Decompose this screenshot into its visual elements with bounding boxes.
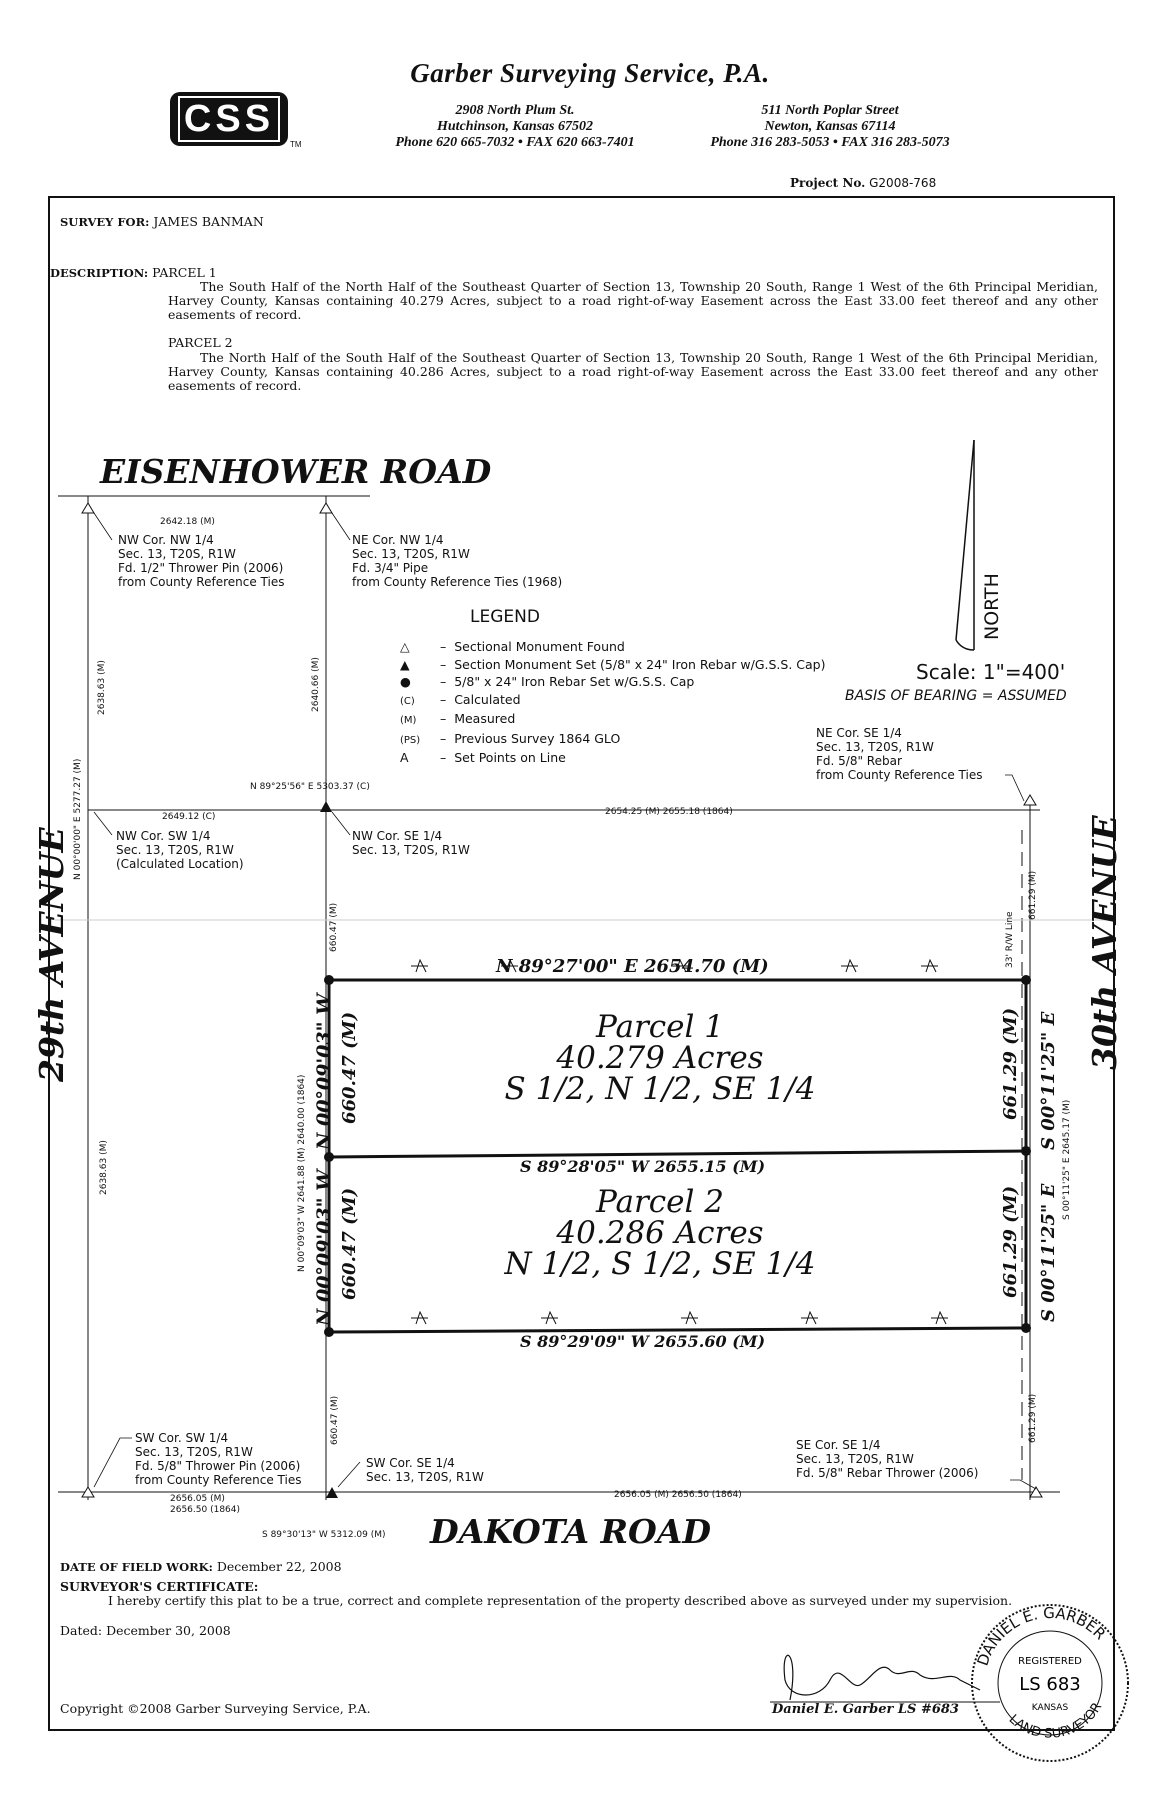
dim-value: 2638.63 — [97, 677, 107, 715]
dim-m: (M) — [200, 517, 215, 527]
dim-bottom-sw — [170, 1494, 240, 1516]
set-point — [411, 960, 428, 972]
parcel2-name: Parcel 2 — [596, 1184, 724, 1220]
corner-line: SE Cor. SE 1/4 — [796, 1438, 881, 1452]
dim-value: 2656.50 — [170, 1505, 208, 1515]
set-point — [411, 1312, 428, 1324]
certificate-text: I hereby certify this plat to be a true, correct and complete representation of the property described above as surveyed under my supervision. — [108, 1593, 1013, 1608]
legend-symbol: (C) — [400, 695, 415, 707]
dim-left-upper — [97, 660, 107, 715]
corner-line: Sec. 13, T20S, R1W — [116, 843, 234, 857]
office2-line3: Phone 316 283-5053 • FAX 316 283-5073 — [710, 135, 950, 150]
legend-title: LEGEND — [470, 607, 540, 627]
dim-mid-line: N 89°25'56" E 5303.37 (C) — [250, 782, 370, 792]
p1-north-bearing: N 89°27'00" E 2654.70 (M) — [496, 956, 769, 977]
legend-symbol: (M) — [400, 715, 417, 726]
parcel2-label — [420, 1184, 900, 1282]
seal-state: KANSAS — [1031, 1703, 1069, 1713]
dim-value: 2656.05 — [170, 1494, 208, 1504]
legend-item: (M) – Measured — [400, 710, 825, 730]
legend-text: 5/8" x 24" Iron Rebar Set w/G.S.S. Cap — [454, 674, 695, 689]
corner-line: Sec. 13, T20S, R1W — [135, 1445, 253, 1459]
north-label: NORTH — [981, 573, 1003, 640]
seal-inner-text: REGISTERED — [1018, 1656, 1082, 1667]
corner-line: Fd. 1/2" Thrower Pin (2006) — [118, 561, 284, 575]
rebar-ne — [1021, 975, 1031, 985]
legend-text: Section Monument Set (5/8" x 24" Iron Rebar w/G.S.S. Cap) — [454, 656, 826, 672]
legend-item: A – Set Points on Line — [400, 750, 566, 765]
legend-text: Set Points on Line — [454, 750, 566, 765]
corner-line: from County Reference Ties — [118, 575, 285, 589]
legend-item: (PS) – Previous Survey 1864 GLO — [400, 730, 825, 750]
corner-line: NW Cor. SW 1/4 — [116, 829, 211, 843]
p1-west-bearing: N 00°09'03" W — [313, 993, 335, 1150]
p1-east-length: 661.29 (M) — [1000, 1007, 1021, 1120]
dim-east-661-bot: 661.29 (M) — [1028, 1393, 1038, 1443]
corner-line: from County Reference Ties (1968) — [352, 575, 563, 589]
monument-ne-se — [1024, 795, 1036, 805]
field-work-date: December 22, 2008 — [216, 1559, 342, 1574]
corner-line: Sec. 13, T20S, R1W — [796, 1452, 914, 1466]
p2-west-length: 660.47 (M) — [339, 1187, 360, 1300]
corner-sw-sw — [135, 1431, 301, 1487]
p2-south-bearing: S 89°29'09" W 2655.60 (M) — [520, 1332, 766, 1351]
corner-line: Sec. 13, T20S, R1W — [366, 1470, 484, 1484]
monument-nw-se — [320, 801, 332, 812]
basis-of-bearing: BASIS OF BEARING = ASSUMED — [845, 688, 1067, 704]
row-line-label: 33' R/W Line — [1005, 911, 1015, 968]
seal-bottom-text: LAND SURVEYOR — [1005, 1700, 1106, 1742]
certificate-label: SURVEYOR'S CERTIFICATE: — [60, 1579, 259, 1594]
set-point — [931, 1312, 948, 1324]
legend-symbol: ● — [400, 674, 411, 689]
p2-west-bearing: N 00°09'03" W — [313, 1169, 335, 1326]
dim-bottom-total: S 89°30'13" W 5312.09 (M) — [262, 1530, 386, 1540]
corner-line: SW Cor. SW 1/4 — [135, 1431, 229, 1445]
corner-line: Fd. 5/8" Rebar — [816, 754, 902, 768]
project-value: G2008-768 — [869, 176, 937, 190]
dim-left-total: N 00°00'00" E 5277.27 (M) — [73, 758, 83, 880]
corner-ne-se — [816, 726, 982, 782]
legend-item: ▲ – Section Monument Set (5/8" x 24" Iron Rebar w/G.S.S. Cap) — [400, 656, 826, 672]
dim-value: 2642.18 — [160, 517, 198, 527]
road-30th-avenue: 30th AVENUE — [1085, 815, 1124, 1070]
corner-nw-sw — [116, 829, 244, 871]
set-point — [541, 1312, 558, 1324]
p2-east-length: 661.29 (M) — [1000, 1185, 1021, 1298]
p1-east-bearing: S 00°11'25" E — [1038, 1011, 1059, 1150]
survey-for-value: JAMES BANMAN — [153, 214, 264, 229]
legend-symbol: △ — [400, 639, 410, 654]
dim-mid-660-bot: 660.47 (M) — [330, 1395, 340, 1445]
legend-text: Previous Survey 1864 GLO — [454, 730, 621, 746]
corner-nw-se — [352, 829, 470, 857]
description-label: DESCRIPTION: — [50, 266, 149, 280]
project-label: Project No. — [790, 176, 866, 190]
road-29th-avenue: 29th AVENUE — [32, 827, 71, 1082]
rebar-sw — [324, 1327, 334, 1337]
seal-outer-text: DANIEL E. GARBER — [973, 1603, 1110, 1669]
corner-se-se — [796, 1438, 979, 1480]
field-work-label: DATE OF FIELD WORK: — [60, 1560, 213, 1574]
survey-for-label: SURVEY FOR: — [60, 215, 150, 229]
parcel1-description: The South Half of the North Half of the Southeast Quarter of Section 13, Township 20 South, Range 1 West of the 6th Principal Meridian, Harvey County, Kansas containing 40.279 Acres, subject to a road right-of-way Easement across the East 33.00 feet thereof and any other easements of record. — [168, 279, 1098, 322]
corner-nw-nw — [118, 533, 284, 589]
dim-bottom-se: 2656.05 (M) 2656.50 (1864) — [614, 1490, 742, 1500]
corner-line: (Calculated Location) — [116, 857, 244, 871]
road-dakota: DAKOTA ROAD — [430, 1512, 711, 1551]
corner-line: Sec. 13, T20S, R1W — [816, 740, 934, 754]
rebar-e-mid — [1021, 1146, 1031, 1156]
legend-symbol: ▲ — [400, 656, 410, 672]
dim-c: (C) — [202, 812, 216, 822]
corner-line: Fd. 5/8" Thrower Pin (2006) — [135, 1459, 301, 1473]
parcel2-desc: N 1/2, S 1/2, SE 1/4 — [504, 1246, 816, 1282]
corner-line: Fd. 3/4" Pipe — [352, 561, 429, 575]
monument-ne-nw — [320, 503, 332, 513]
field-work — [60, 1560, 342, 1574]
road-eisenhower: EISENHOWER ROAD — [100, 452, 492, 491]
corner-line: NW Cor. SE 1/4 — [352, 829, 443, 843]
corner-line: NE Cor. NW 1/4 — [352, 533, 444, 547]
dim-m: (M) — [210, 1494, 225, 1504]
corner-line: from County Reference Ties — [816, 768, 983, 782]
parcel1-label — [420, 1009, 900, 1107]
rebar-nw — [324, 975, 334, 985]
dim-mid-upper — [311, 657, 321, 712]
parcel2-title: PARCEL 2 — [168, 335, 233, 350]
dim-m: (M) — [311, 657, 321, 672]
set-point — [841, 960, 858, 972]
legend-item: △ – Sectional Monument Found — [400, 639, 625, 654]
corner-line: NE Cor. SE 1/4 — [816, 726, 902, 740]
corner-line: Sec. 13, T20S, R1W — [352, 547, 470, 561]
parcel2-description: The North Half of the South Half of the Southeast Quarter of Section 13, Township 20 South, Range 1 West of the 6th Principal Meridian, Harvey County, Kansas containing 40.286 Acres, subject to a road right-of-way Easement across the East 33.00 feet thereof and any other easements of record. — [168, 350, 1098, 393]
signer-name: Daniel E. Garber LS #683 — [772, 1702, 959, 1717]
p2-east-bearing: S 00°11'25" E — [1038, 1183, 1059, 1322]
north-arrow-icon — [956, 440, 974, 650]
company-name: Garber Surveying Service, P.A. — [410, 58, 770, 88]
parcel2-acres: 40.286 Acres — [556, 1215, 764, 1251]
corner-line: Fd. 5/8" Rebar Thrower (2006) — [796, 1466, 979, 1480]
set-point — [681, 1312, 698, 1324]
rebar-w-mid — [324, 1152, 334, 1162]
dim-east-661-top: 661.29 (M) — [1028, 870, 1038, 920]
dated: Dated: December 30, 2008 — [60, 1623, 231, 1638]
dim-m: (M) — [97, 660, 107, 675]
dim-mid-660-top: 660.47 (M) — [329, 902, 339, 952]
rebar-se — [1021, 1323, 1031, 1333]
set-point — [801, 1312, 818, 1324]
p1-west-length: 660.47 (M) — [339, 1011, 360, 1124]
dim-value: 2640.66 — [311, 674, 321, 712]
parcel1-desc: S 1/2, N 1/2, SE 1/4 — [504, 1071, 816, 1107]
dim-mid-lower-total: N 00°09'03" W 2641.88 (M) 2640.00 (1864) — [297, 1074, 307, 1272]
legend — [400, 638, 825, 767]
parcel1-name: Parcel 1 — [596, 1009, 724, 1045]
legend-item: (C) – Calculated — [400, 691, 825, 711]
office2-line2: Newton, Kansas 67114 — [764, 119, 896, 134]
corner-line: from County Reference Ties — [135, 1473, 302, 1487]
dim-top-nw — [160, 517, 215, 527]
scale-label: Scale: 1"=400' — [916, 660, 1066, 684]
monument-nw-nw — [82, 503, 94, 513]
office1-line3: Phone 620 665-7032 • FAX 620 663-7401 — [395, 135, 635, 150]
office2-line1: 511 North Poplar Street — [761, 103, 899, 118]
dim-value: 2649.12 — [162, 812, 200, 822]
dim-sw-quarter — [162, 812, 215, 822]
office1-line1: 2908 North Plum St. — [455, 103, 575, 118]
corner-line: Sec. 13, T20S, R1W — [118, 547, 236, 561]
legend-symbol: (PS) — [400, 734, 421, 746]
legend-symbol: A — [400, 750, 409, 765]
dim-east-total: S 00°11'25" E 2645.17 (M) — [1062, 1099, 1072, 1220]
corner-line: SW Cor. SE 1/4 — [366, 1456, 455, 1470]
dim-left-lower: 2638.63 (M) — [99, 1140, 109, 1195]
p1-mid-bearing: S 89°28'05" W 2655.15 (M) — [520, 1157, 766, 1176]
parcel1-title: PARCEL 1 — [152, 265, 217, 280]
set-point — [921, 960, 938, 972]
copyright: Copyright ©2008 Garber Surveying Service, P.A. — [60, 1701, 371, 1716]
corner-line: Sec. 13, T20S, R1W — [352, 843, 470, 857]
dim-se-top: 2654.25 (M) 2655.18 (1864) — [605, 807, 733, 817]
trademark: TM — [290, 140, 302, 149]
legend-text: Calculated — [454, 691, 521, 707]
logo-text: CSS — [178, 96, 280, 142]
parcel1-acres: 40.279 Acres — [556, 1040, 764, 1076]
corner-sw-se — [366, 1456, 484, 1484]
legend-text: Measured — [454, 711, 516, 726]
seal-ls: LS 683 — [1019, 1674, 1081, 1695]
surveyor-seal-icon — [965, 1598, 1135, 1768]
dim-1864: (1864) — [210, 1505, 241, 1515]
legend-item: ● – 5/8" x 24" Iron Rebar Set w/G.S.S. Cap — [400, 674, 695, 689]
corner-ne-nw — [352, 533, 562, 589]
office1-line2: Hutchinson, Kansas 67502 — [437, 119, 593, 134]
legend-text: Sectional Monument Found — [454, 639, 625, 654]
corner-line: NW Cor. NW 1/4 — [118, 533, 214, 547]
